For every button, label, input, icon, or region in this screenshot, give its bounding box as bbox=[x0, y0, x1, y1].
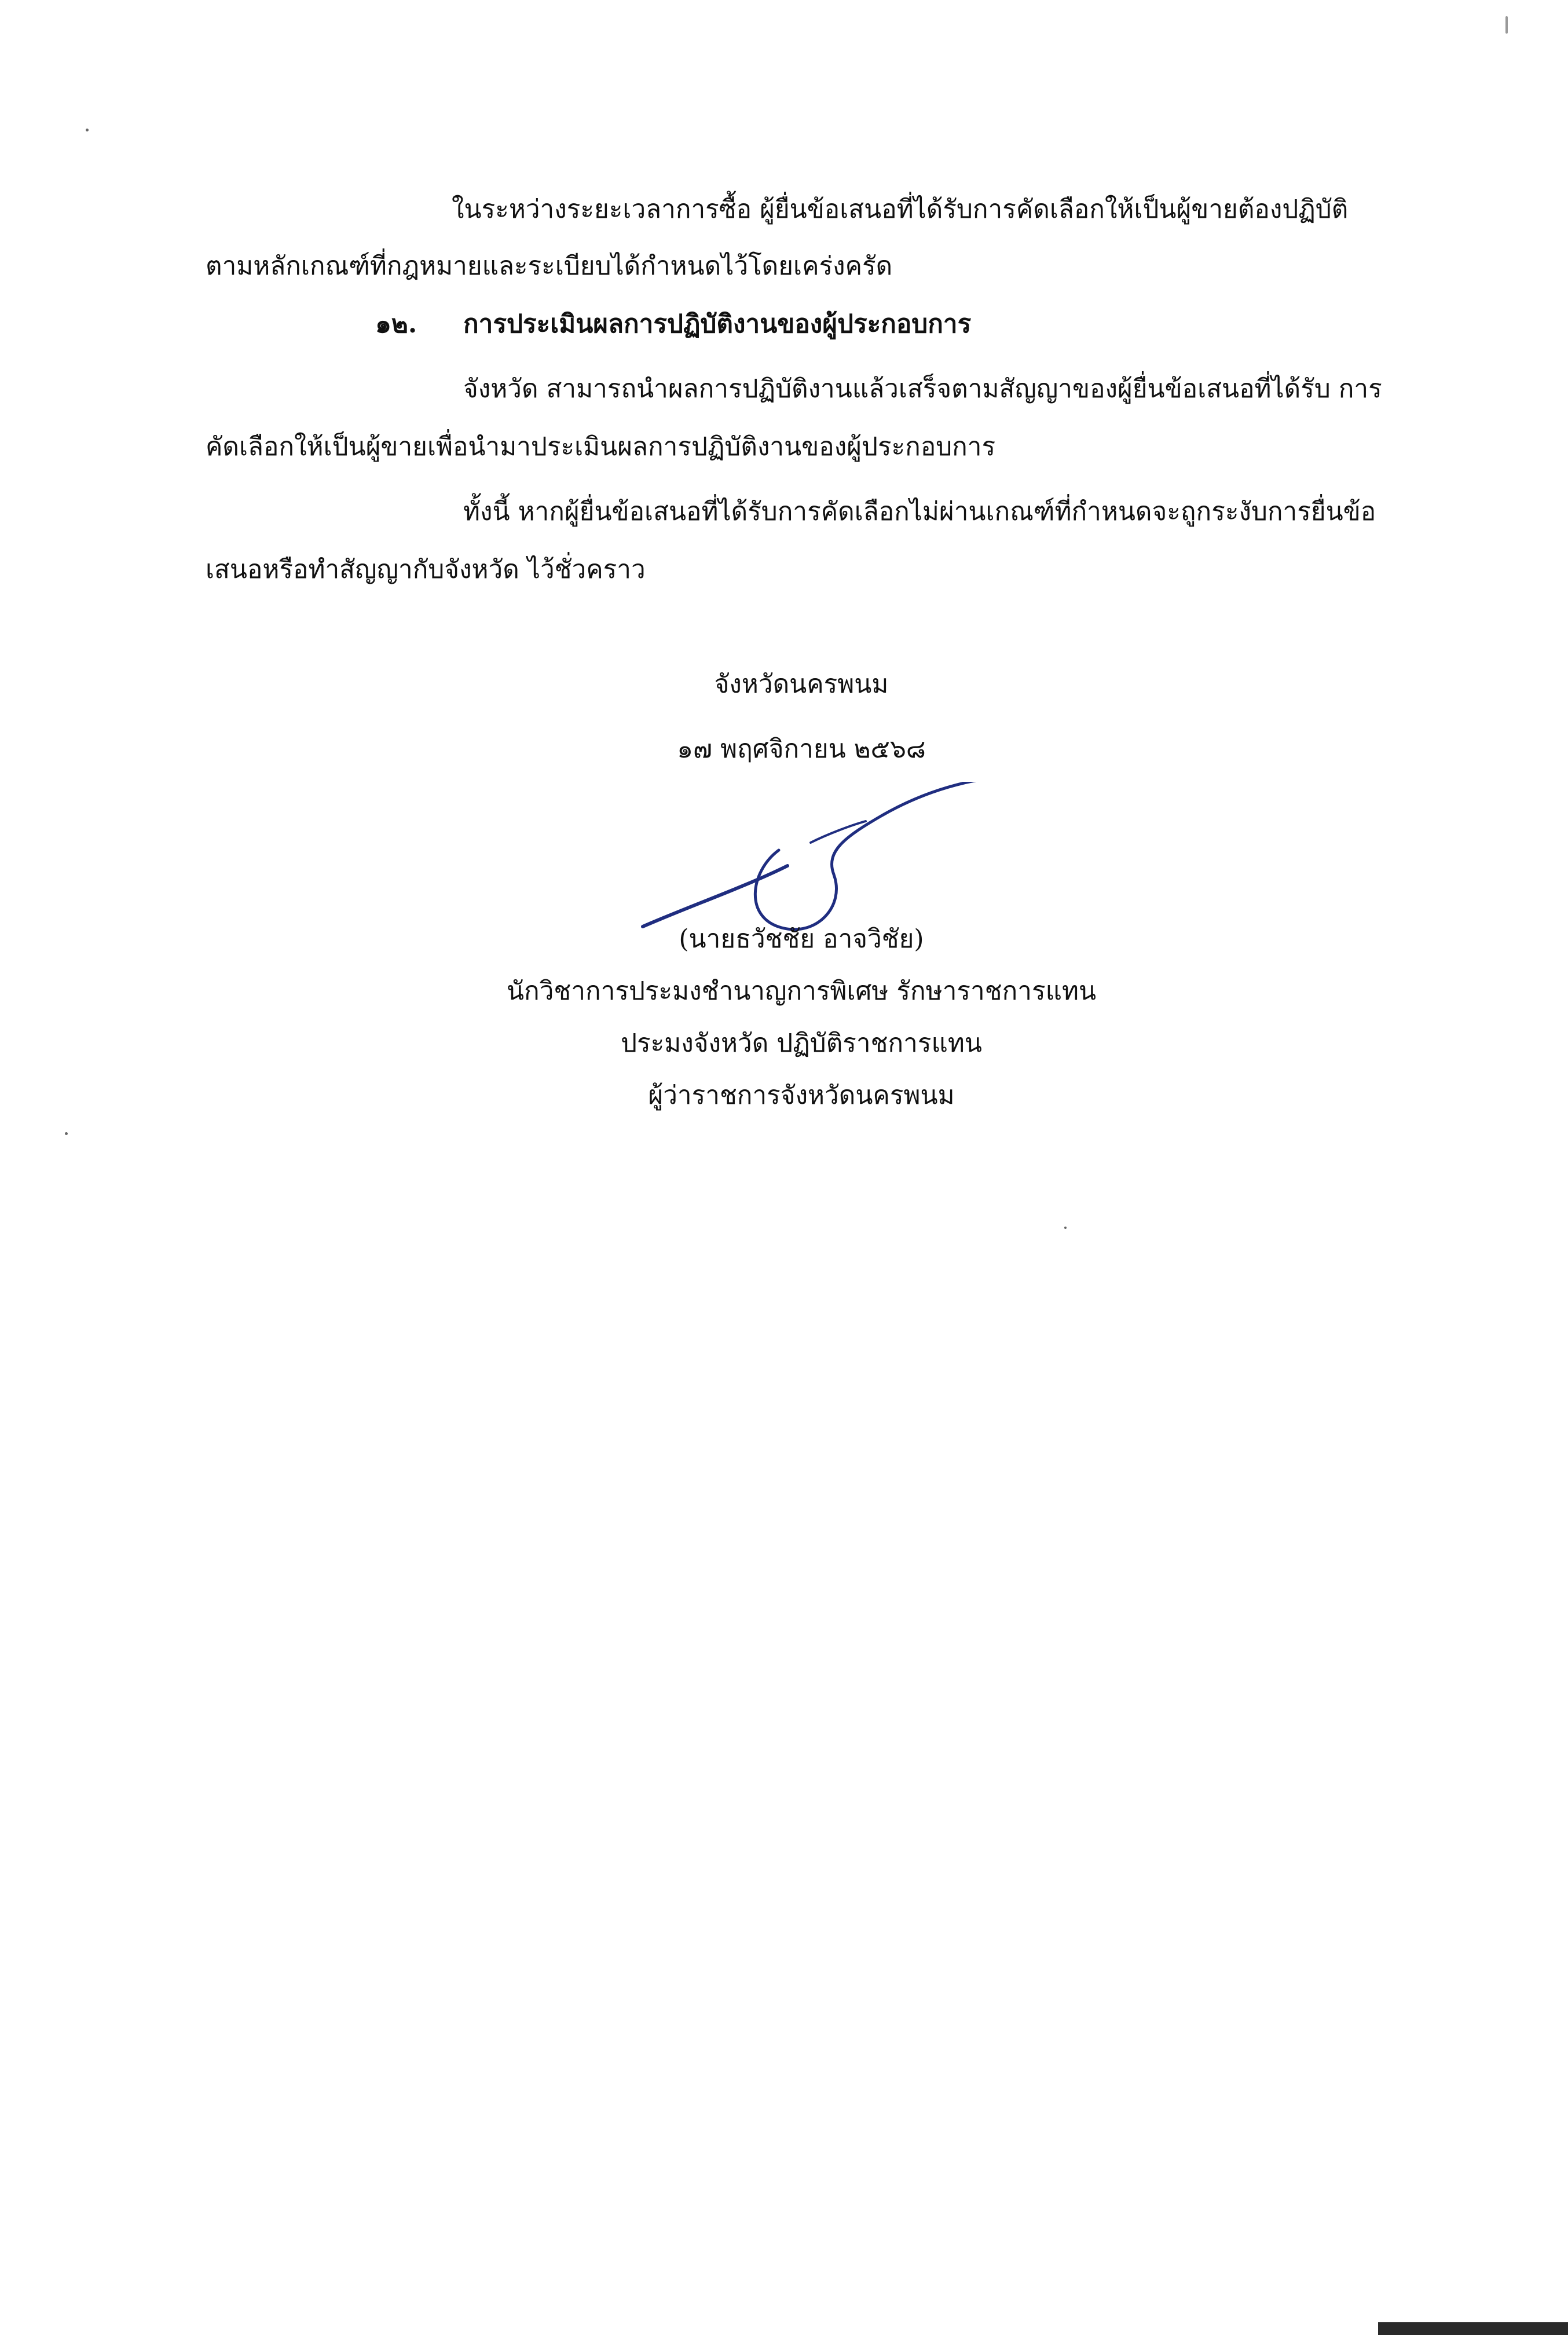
purchase-paragraph-line-2: ตามหลักเกณฑ์ที่กฎหมายและระเบียบได้กำหนดไว้โดยเคร่งครัด bbox=[206, 251, 893, 281]
section-12-number: ๑๒. bbox=[375, 309, 417, 339]
section-12-paragraph-1-line-2: คัดเลือกให้เป็นผู้ขายเพื่อนำมาประเมินผลการปฏิบัติงานของผู้ประกอบการ bbox=[206, 432, 996, 462]
handwritten-signature bbox=[637, 782, 996, 944]
scan-speck bbox=[86, 129, 89, 131]
scan-speck bbox=[65, 1132, 68, 1135]
purchase-paragraph-line-1: ในระหว่างระยะเวลาการซื้อ ผู้ยื่นข้อเสนอที่ได้รับการคัดเลือกให้เป็นผู้ขายต้องปฏิบัติ bbox=[452, 195, 1349, 224]
signatory-position-line-2: ประมงจังหวัด ปฏิบัติราชการแทน bbox=[621, 1029, 982, 1058]
section-12-heading: การประเมินผลการปฏิบัติงานของผู้ประกอบการ bbox=[463, 309, 972, 339]
signatory-position-line-1: นักวิชาการประมงชำนาญการพิเศษ รักษาราชการแทน bbox=[506, 976, 1097, 1006]
scan-speck bbox=[1505, 16, 1508, 34]
section-12-paragraph-2-line-1: ทั้งนี้ หากผู้ยื่นข้อเสนอที่ได้รับการคัดเลือกไม่ผ่านเกณฑ์ที่กำหนดจะถูกระงับการยื่นข้อ bbox=[463, 497, 1376, 526]
closing-date: ๑๗ พฤศจิกายน ๒๕๖๘ bbox=[677, 734, 926, 764]
closing-organization: จังหวัดนครพนม bbox=[714, 669, 889, 699]
signatory-name: (นายธวัชชัย อาจวิชัย) bbox=[679, 924, 924, 954]
section-12-paragraph-2-line-2: เสนอหรือทำสัญญากับจังหวัด ไว้ชั่วคราว bbox=[206, 555, 646, 584]
signatory-position-line-3: ผู้ว่าราชการจังหวัดนครพนม bbox=[648, 1081, 955, 1110]
section-12-paragraph-1-line-1: จังหวัด สามารถนำผลการปฏิบัติงานแล้วเสร็จตามสัญญาของผู้ยื่นข้อเสนอที่ได้รับ การ bbox=[463, 374, 1382, 404]
scan-edge-shadow bbox=[1378, 2322, 1568, 2335]
scan-speck bbox=[1064, 1227, 1067, 1229]
